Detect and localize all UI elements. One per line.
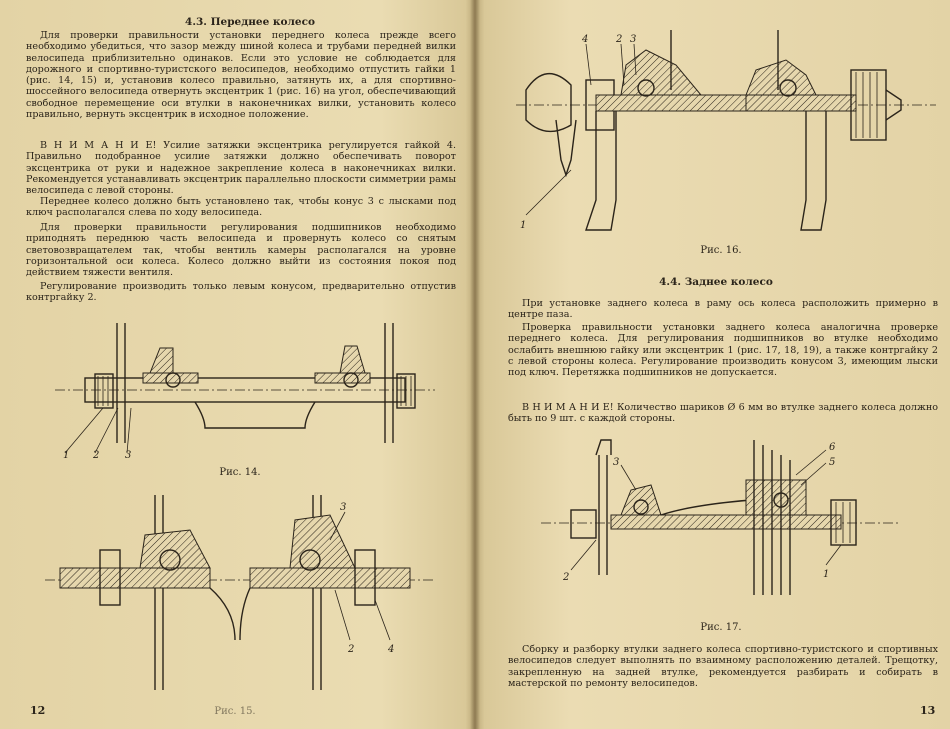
right-page — [476, 0, 950, 729]
paragraph-text: В Н И М А Н И Е! Количество шариков Ø 6 мм во втулке заднего колеса должно быть по 9 шт. с каждой стороны. — [508, 402, 938, 425]
fig17-label-1: 1 — [823, 569, 830, 580]
fig17-label-2: 2 — [563, 572, 570, 583]
paragraph-text: При установке заднего колеса в раму ось колеса расположить примерно в центре паза. — [508, 298, 938, 321]
figure-16-caption: Рис. 16. — [700, 245, 742, 256]
figure-16-hub-drawing — [516, 30, 936, 235]
figure-17-rear-hub-drawing — [541, 435, 901, 610]
fig14-label-1: 1 — [63, 450, 70, 461]
fig16-label-1: 1 — [520, 220, 527, 231]
fig15-label-2: 2 — [348, 644, 355, 655]
figure-14-hub-drawing — [55, 318, 435, 463]
paragraph — [508, 322, 938, 378]
section-heading-rear-wheel: 4.4. Заднее колесо — [659, 276, 773, 288]
fig16-label-4: 4 — [582, 34, 589, 45]
fig17-label-5: 5 — [829, 457, 836, 468]
fig15-label-4: 4 — [388, 644, 395, 655]
fig16-label-2: 2 — [616, 34, 623, 45]
page-number: 12 — [30, 704, 46, 717]
paragraph — [26, 281, 456, 304]
paragraph — [26, 30, 456, 120]
fig15-label-3: 3 — [340, 502, 347, 513]
fig17-label-6: 6 — [829, 442, 836, 453]
left-page — [0, 0, 474, 729]
paragraph-text: Для проверки правильности регулирования подшипников необходимо приподнять переднюю часть велосипеда и провернуть колесо со снятым световозвращателем так, чтобы вентиль камеры располагался на уровне горизонтальной оси колеса. Колесо должно выйти из состояния покоя под действием тяжести вентиля. — [26, 222, 456, 279]
paragraph — [508, 298, 938, 321]
fig16-label-3: 3 — [630, 34, 637, 45]
paragraph-text: Для проверки правильности установки переднего колеса прежде всего необходимо убедиться, что зазор между шиной колеса и трубами передней вилки велосипеда приблизительно одинаков. Если это условие не соблюдается для дорожного и спортивно-туристского велосипедов, необходимо отпустить гайки 1 (рис. 14, 15) и, установив колесо правильно, затянуть их, а для спортивно-шоссейного велосипеда отвернуть эксцентрик 1 (рис. 16) на угол, обеспечивающий свободное перемещение оси втулки в наконечниках вилки, установить колесо правильно, вернуть эксцентрик в исходное положение. — [26, 30, 456, 121]
paragraph-text: Переднее колесо должно быть установлено так, чтобы конус 3 с лысками под ключ располагался слева по ходу велосипеда. — [26, 196, 456, 219]
figure-14-caption: Рис. 14. — [219, 467, 261, 478]
paragraph — [26, 196, 456, 219]
fig17-label-3: 3 — [613, 457, 620, 468]
paragraph-text: Сборку и разборку втулки заднего колеса спортивно-туристского и спортивных велосипедов следует выполнять по взаимному расположению деталей. Трещотку, закрепленную на задней втулке, рекомендуется разбирать и собирать в мастерской по ремонту велосипедов. — [508, 644, 938, 689]
section-heading-front-wheel: 4.3. Переднее колесо — [185, 16, 315, 28]
paragraph — [26, 140, 456, 196]
figure-15-eccentric-drawing — [45, 490, 435, 705]
fig14-label-3: 3 — [125, 450, 132, 461]
paragraph — [508, 402, 938, 425]
paragraph-text: В Н И М А Н И Е! Усилие затяжки эксцентрика регулируется гайкой 4. Правильно подобранное усилие затяжки должно обеспечивать поворот эксцентрика от руки и надежное закрепление колеса в наконечниках вилки. Рекомендуется устанавливать эксцентрик параллельно плоскости симметрии рамы велосипеда с левой стороны. — [26, 140, 456, 197]
figure-15-caption: Рис. 15. — [214, 706, 256, 717]
figure-17-caption: Рис. 17. — [700, 622, 742, 633]
paragraph-text: Проверка правильности установки заднего колеса аналогична проверке переднего колеса. Для регулирования подшипников во втулке необходимо ослабить внешнюю гайку или эксцентрик 1 (рис. 17, 18, 19), а также контргайку 2 с левой стороны колеса. Регулирование производить конусом 3, имеющим лыски под ключ. Перетяжка подшипников не допускается. — [508, 322, 938, 379]
paragraph — [26, 222, 456, 278]
paragraph — [508, 644, 938, 689]
fig14-label-2: 2 — [93, 450, 100, 461]
page-number: 13 — [920, 704, 936, 717]
paragraph-text: Регулирование производить только левым конусом, предварительно отпустив контргайку 2. — [26, 281, 456, 304]
